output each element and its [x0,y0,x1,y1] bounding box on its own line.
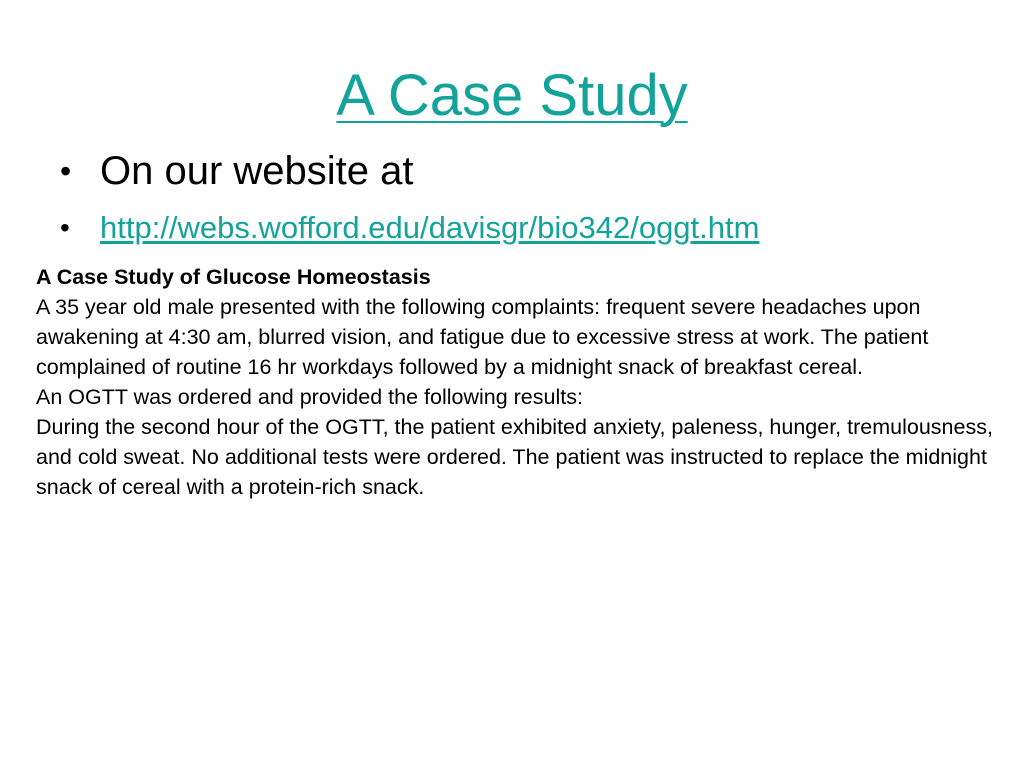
bullet-item-website [60,143,990,199]
case-study-paragraph: During the second hour of the OGTT, the patient exhibited anxiety, paleness, hunger, tremulousness, and cold sweat. No additional tests were ordered. The patient was instructed to replace the midnight snack of cereal with a protein-rich snack. [36,415,993,499]
website-url-link[interactable]: http://webs.wofford.edu/davisgr/bio342/oggt.htm [100,210,760,245]
case-study-text [36,262,1006,502]
case-study-paragraph: A 35 year old male presented with the following complaints: frequent severe headaches upon awakening at 4:30 am, blurred vision, and fatigue due to excessive stress at work. The patient complained of routine 16 hr workdays followed by a midnight snack of breakfast cereal. [36,295,929,379]
slide-title [0,58,1024,134]
bullet-text: On our website at [100,149,414,193]
case-study-paragraph: An OGTT was ordered and provided the following results: [36,385,583,409]
bullet-marker: • [60,212,70,243]
bullet-list [60,143,990,254]
bullet-item-url [60,202,990,254]
bullet-marker: • [60,153,72,189]
case-study-heading: A Case Study of Glucose Homeostasis [36,265,431,289]
title-link[interactable]: A Case Study [336,63,688,128]
